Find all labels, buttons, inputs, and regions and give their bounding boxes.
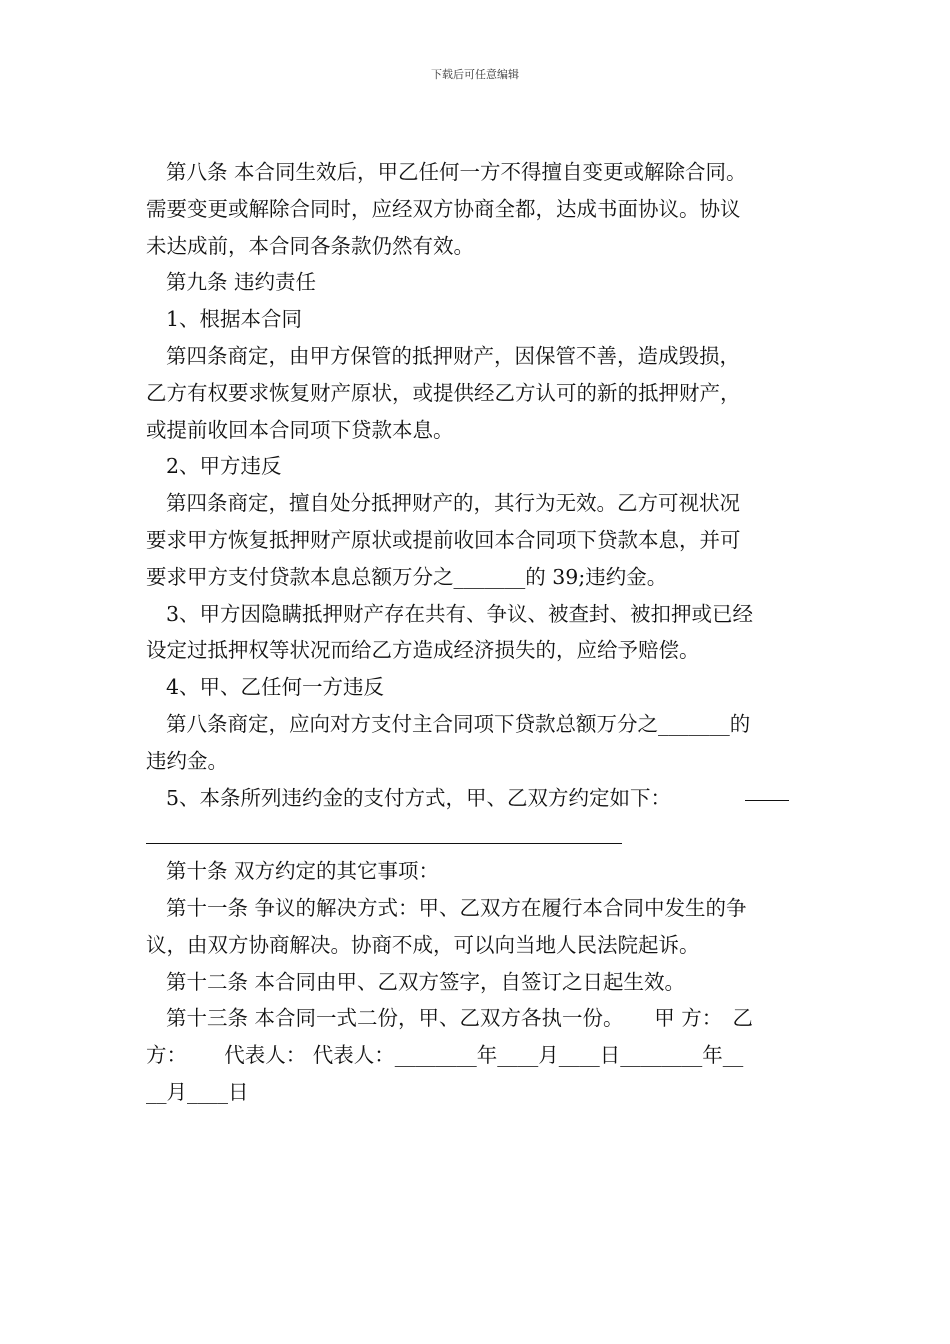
article-13-line-3: __月____日 [146,1079,249,1104]
item-2-title: 2、甲方违反 [166,454,282,479]
item-5-line-1 [146,780,808,817]
item-2-line-1: 第四条商定，擅自处分抵押财产的，其行为无效。乙方可视状况 [166,491,740,516]
article-10: 第十条 双方约定的其它事项： [166,859,440,884]
item-4-title: 4、甲、乙任何一方违反 [166,675,385,700]
header-note: 下载后可任意编辑 [431,68,519,81]
document-body [146,154,808,1111]
article-11-line-2: 议，由双方协商解决。协商不成，可以向当地人民法院起诉。 [146,932,700,957]
item-5-blank-short [745,800,789,801]
item-2-line-3: 要求甲方支付贷款本息总额万分之_______的 39;违约金。 [146,564,668,589]
article-9-title: 第九条 违约责任 [166,270,317,295]
item-1-line-1: 第四条商定，由甲方保管的抵押财产，因保管不善，造成毁损， [166,343,740,368]
article-8-line-1: 第八条 本合同生效后，甲乙任何一方不得擅自变更或解除合同。 [166,160,747,184]
item-5-blank-long [146,843,622,844]
article-11-line-1: 第十一条 争议的解决方式：甲、乙双方在履行本合同中发生的争 [166,895,747,920]
article-13-line-1: 第十三条 本合同一式二份，甲、乙双方各执一份。 甲 方： 乙 [166,1006,754,1031]
item-5-blank-line [146,816,808,853]
item-4-line-2: 违约金。 [146,748,228,773]
item-1-title: 1、根据本合同 [166,307,303,332]
article-13-line-2: 方： 代表人： 代表人：________年____月____日________年__ [146,1043,744,1068]
article-8-line-3: 未达成前，本合同各条款仍然有效。 [146,233,474,258]
item-5-text: 5、本条所列违约金的支付方式，甲、乙双方约定如下： [166,785,672,810]
item-4-line-1: 第八条商定，应向对方支付主合同项下贷款总额万分之_______的 [166,711,751,736]
item-1-line-3: 或提前收回本合同项下贷款本息。 [146,417,454,442]
item-3-line-2: 设定过抵押权等状况而给乙方造成经济损失的，应给予赔偿。 [146,638,700,663]
item-2-line-2: 要求甲方恢复抵押财产原状或提前收回本合同项下贷款本息，并可 [146,527,741,552]
article-12: 第十二条 本合同由甲、乙双方签字，自签订之日起生效。 [166,969,686,994]
item-1-line-2: 乙方有权要求恢复财产原状，或提供经乙方认可的新的抵押财产， [146,380,741,405]
item-3-line-1: 3、甲方因隐瞒抵押财产存在共有、争议、被查封、被扣押或已经 [166,601,754,626]
article-8-line-2: 需要变更或解除合同时，应经双方协商全都，达成书面协议。协议 [146,196,741,221]
